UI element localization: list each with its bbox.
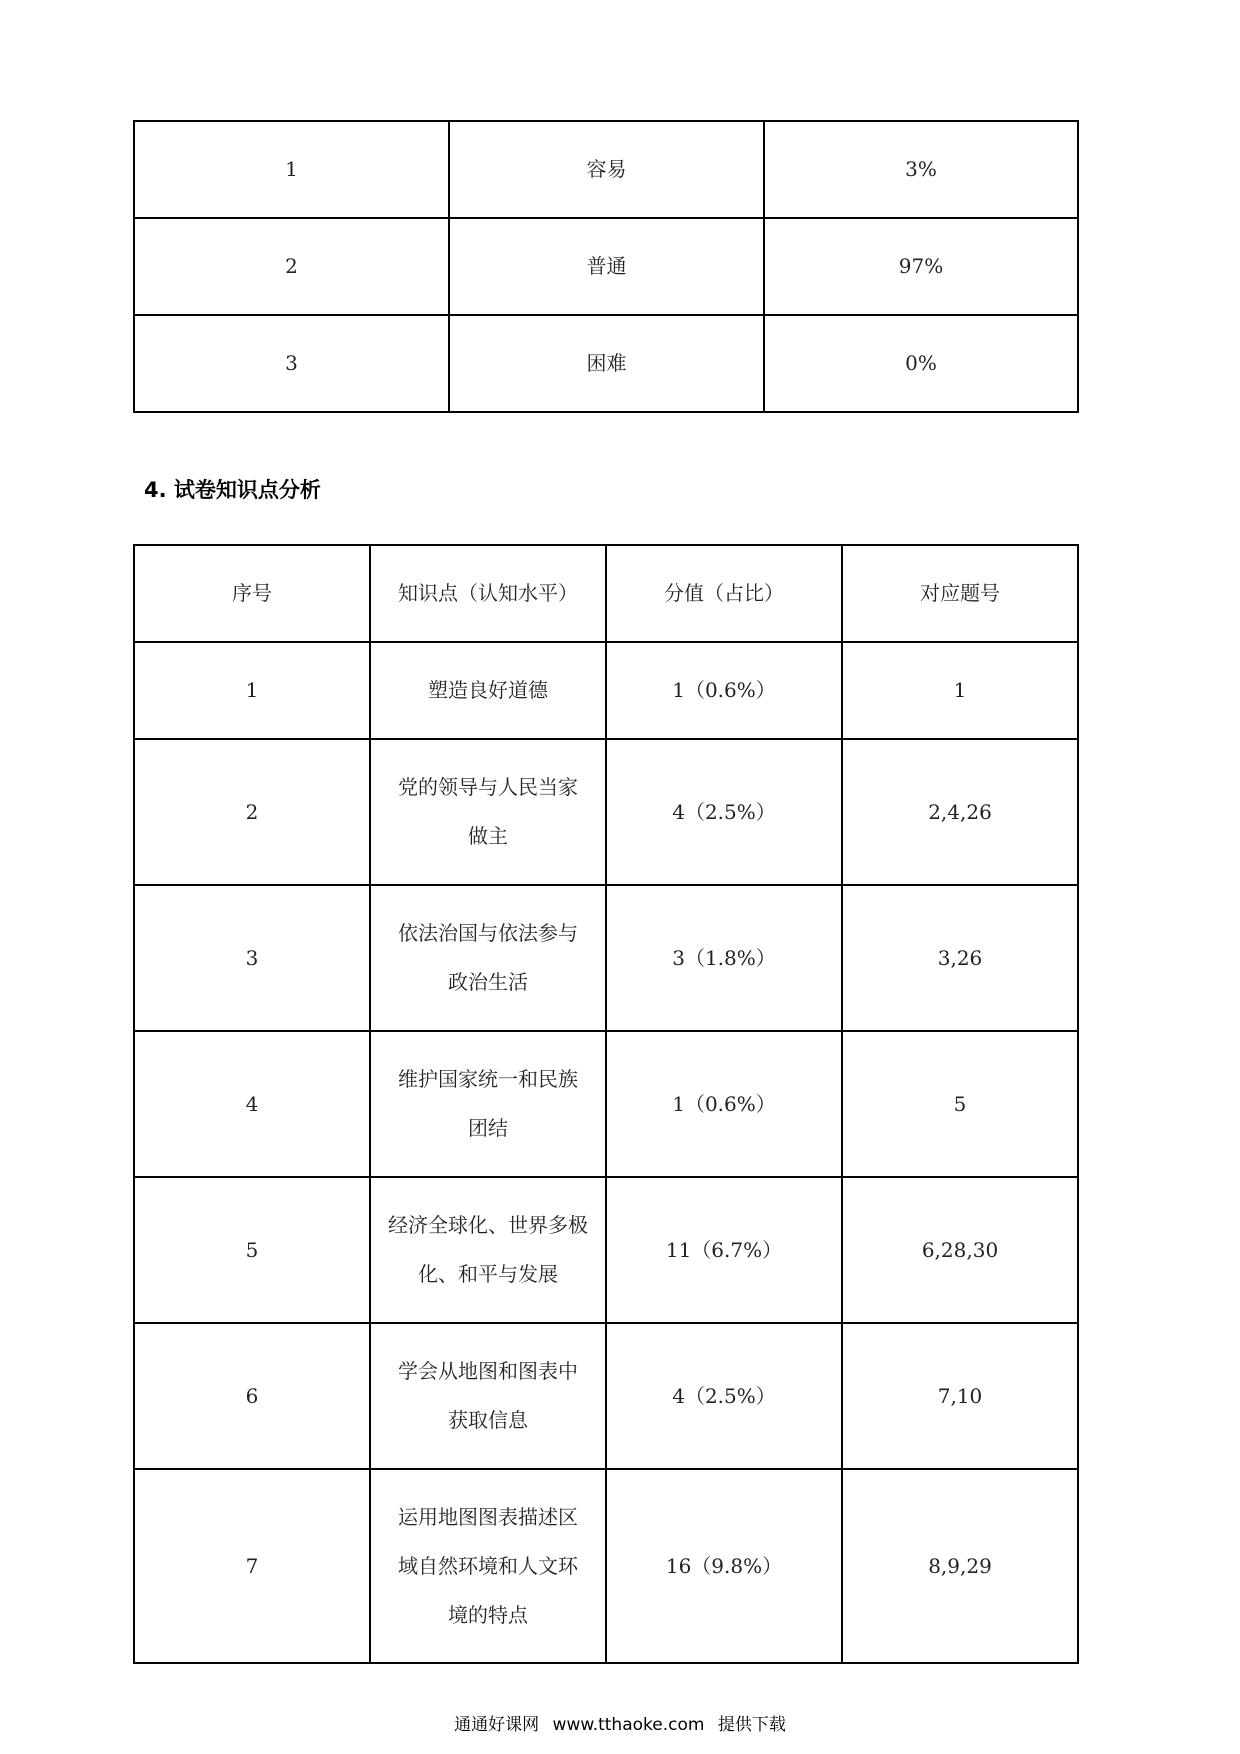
knowledge-point-line: 维护国家统一和民族	[398, 1067, 578, 1091]
knowledge-point-line: 经济全球化、世界多极	[388, 1213, 588, 1237]
table-header-row	[134, 545, 1078, 642]
score-cell: 11（6.7%）	[606, 1177, 842, 1323]
knowledge-point	[370, 739, 606, 885]
section-number: 4.	[144, 478, 167, 502]
knowledge-point-line: 获取信息	[448, 1408, 528, 1432]
score-cell: 4（2.5%）	[606, 739, 842, 885]
knowledge-point-line: 境的特点	[448, 1602, 528, 1627]
table-row	[134, 642, 1078, 739]
page-footer	[0, 1710, 1240, 1735]
score-cell: 1（0.6%）	[606, 642, 842, 739]
table-row	[134, 1323, 1078, 1469]
row-index: 3	[134, 885, 370, 1031]
score-cell: 1（0.6%）	[606, 1031, 842, 1177]
score-cell: 16（9.8%）	[606, 1469, 842, 1663]
table-row	[134, 218, 1078, 315]
difficulty-ratio: 3%	[764, 121, 1078, 218]
row-index: 6	[134, 1323, 370, 1469]
row-index: 5	[134, 1177, 370, 1323]
table-row	[134, 739, 1078, 885]
difficulty-ratio: 97%	[764, 218, 1078, 315]
section-title: 试卷知识点分析	[173, 478, 321, 502]
question-numbers: 1	[842, 642, 1078, 739]
knowledge-point-line: 化、和平与发展	[418, 1262, 558, 1286]
knowledge-point	[370, 642, 606, 739]
knowledge-point-line: 政治生活	[448, 970, 528, 994]
knowledge-point-line: 学会从地图和图表中	[398, 1359, 578, 1383]
row-index: 1	[134, 642, 370, 739]
footer-suffix: 提供下载	[717, 1715, 786, 1735]
column-header: 对应题号	[842, 545, 1078, 642]
question-numbers: 6,28,30	[842, 1177, 1078, 1323]
footer-url[interactable]: www.tthaoke.com	[552, 1715, 705, 1735]
table-row	[134, 1177, 1078, 1323]
difficulty-level: 困难	[449, 315, 764, 412]
difficulty-index: 2	[134, 218, 449, 315]
knowledge-point-line: 做主	[468, 824, 508, 848]
question-numbers: 8,9,29	[842, 1469, 1078, 1663]
row-index: 2	[134, 739, 370, 885]
difficulty-table	[133, 120, 1079, 413]
knowledge-table	[133, 544, 1079, 1664]
column-header: 分值（占比）	[606, 545, 842, 642]
footer-site-name: 通通好课网	[454, 1715, 540, 1735]
knowledge-point-line: 党的领导与人民当家	[398, 775, 578, 799]
row-index: 4	[134, 1031, 370, 1177]
score-cell: 3（1.8%）	[606, 885, 842, 1031]
column-header: 知识点（认知水平）	[370, 545, 606, 642]
table-row	[134, 1031, 1078, 1177]
question-numbers: 2,4,26	[842, 739, 1078, 885]
knowledge-point	[370, 1469, 606, 1663]
score-cell: 4（2.5%）	[606, 1323, 842, 1469]
knowledge-point	[370, 1177, 606, 1323]
difficulty-level: 普通	[449, 218, 764, 315]
table-row	[134, 121, 1078, 218]
knowledge-point-line: 团结	[468, 1116, 508, 1140]
row-index: 7	[134, 1469, 370, 1663]
difficulty-index: 1	[134, 121, 449, 218]
knowledge-point-line: 域自然环境和人文环	[398, 1553, 578, 1578]
table-row	[134, 885, 1078, 1031]
knowledge-point	[370, 1031, 606, 1177]
difficulty-ratio: 0%	[764, 315, 1078, 412]
table-row	[134, 1469, 1078, 1663]
table-row	[134, 315, 1078, 412]
question-numbers: 3,26	[842, 885, 1078, 1031]
knowledge-point-line: 依法治国与依法参与	[398, 921, 578, 945]
knowledge-point	[370, 1323, 606, 1469]
question-numbers: 7,10	[842, 1323, 1078, 1469]
column-header: 序号	[134, 545, 370, 642]
question-numbers: 5	[842, 1031, 1078, 1177]
difficulty-index: 3	[134, 315, 449, 412]
knowledge-point-line: 运用地图图表描述区	[398, 1504, 578, 1529]
difficulty-level: 容易	[449, 121, 764, 218]
knowledge-point-line: 塑造良好道德	[428, 678, 548, 702]
knowledge-point	[370, 885, 606, 1031]
section-heading	[144, 474, 321, 504]
